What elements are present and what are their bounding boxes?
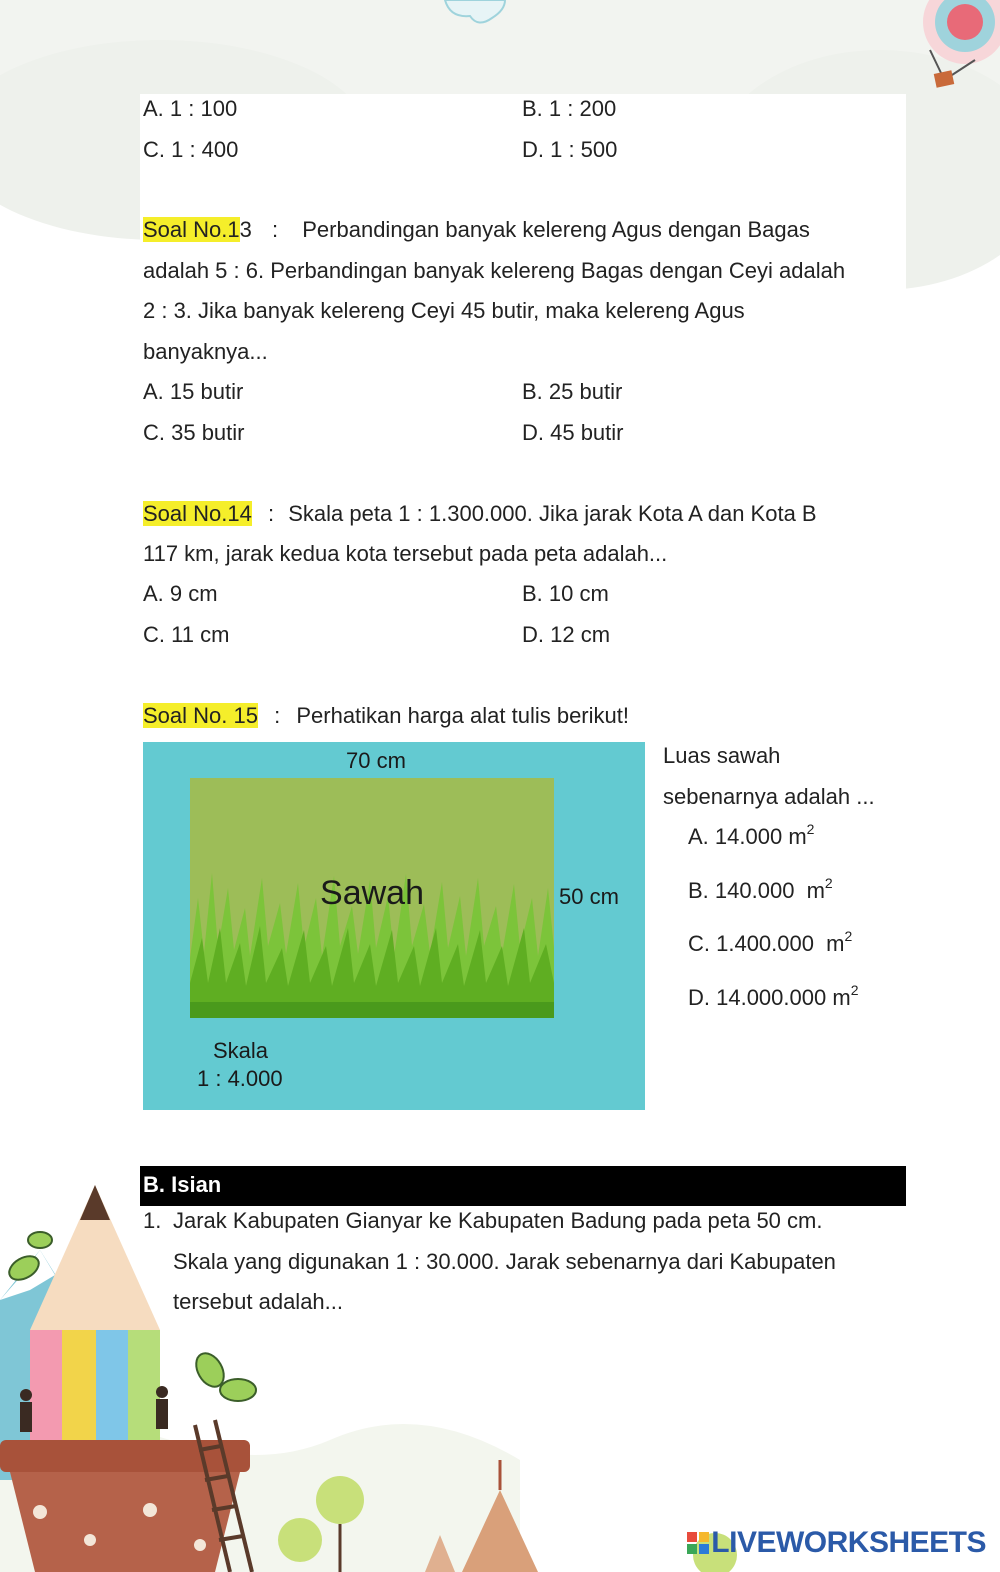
- q15-option-c-unit: [826, 927, 853, 956]
- q13-text-line1: Perbandingan banyak kelereng Agus dengan Bagas: [302, 217, 810, 242]
- q15-option-c-value: C. 1.400.000: [688, 931, 814, 956]
- section-b-title: B. Isian: [143, 1172, 222, 1197]
- unit-m: m: [826, 931, 845, 956]
- q13-question-line1: [143, 216, 810, 244]
- q15-question-line3: sebenarnya adalah ...: [663, 784, 875, 809]
- q13-question-line3: 2 : 3. Jika banyak kelereng Ceyi 45 butir, maka kelereng Agus: [143, 298, 745, 323]
- section-b-header: [140, 1166, 906, 1206]
- q15-text-line1: Perhatikan harga alat tulis berikut!: [296, 703, 629, 728]
- q15-option-a[interactable]: [688, 820, 815, 851]
- q13-question-line2: adalah 5 : 6. Perbandingan banyak kelereng Bagas dengan Ceyi adalah: [143, 258, 846, 283]
- rice-field-figure: [143, 742, 645, 1110]
- q13-question-line4: banyaknya...: [143, 339, 268, 364]
- q14-option-a[interactable]: A. 9 cm: [143, 581, 218, 606]
- q15-option-d[interactable]: [688, 981, 859, 1012]
- q15-option-a-unit: [788, 820, 815, 849]
- q15-option-b-unit: [806, 874, 833, 903]
- q15-option-a-value: A. 14.000: [688, 824, 783, 849]
- liveworksheets-logo[interactable]: [687, 1526, 986, 1560]
- unit-m: m: [788, 824, 807, 849]
- liveworksheets-brand-name: LIVEWORKSHEETS: [711, 1526, 986, 1559]
- field-height-label: 50 cm: [559, 884, 619, 909]
- q12-option-d[interactable]: D. 1 : 500: [522, 137, 618, 162]
- q14-question-line1: [143, 500, 817, 528]
- q15-option-c[interactable]: [688, 927, 853, 958]
- field-width-label: 70 cm: [346, 748, 406, 773]
- q13-option-c[interactable]: C. 35 butir: [143, 420, 245, 445]
- q15-tag: Soal No. 15: [143, 703, 258, 728]
- q14-separator: :: [267, 501, 275, 526]
- isian-q1-line3: tersebut adalah...: [173, 1289, 344, 1314]
- unit-exponent: 2: [850, 981, 859, 998]
- q14-text-line1: Skala peta 1 : 1.300.000. Jika jarak Kota A dan Kota B: [288, 501, 817, 526]
- unit-exponent: 2: [844, 927, 853, 944]
- scale-label: Skala: [213, 1038, 269, 1063]
- unit-exponent: 2: [824, 874, 833, 891]
- unit-m: m: [806, 878, 825, 903]
- q12-option-a[interactable]: A. 1 : 100: [143, 96, 238, 121]
- q15-option-d-unit: [832, 981, 859, 1010]
- q15-option-d-value: D. 14.000.000: [688, 985, 827, 1010]
- q15-separator: :: [274, 703, 281, 728]
- q15-question-line1: [143, 702, 629, 730]
- rice-field: [190, 778, 554, 1018]
- q14-question-line2: 117 km, jarak kedua kota tersebut pada peta adalah...: [143, 541, 668, 566]
- q14-option-c[interactable]: C. 11 cm: [143, 622, 230, 647]
- isian-q1-number: 1.: [143, 1208, 162, 1233]
- q13-option-d[interactable]: D. 45 butir: [522, 420, 624, 445]
- q14-tag: Soal No.14: [143, 501, 252, 526]
- q13-tag-tail: 3: [239, 217, 252, 242]
- q12-option-b[interactable]: B. 1 : 200: [522, 96, 617, 121]
- q15-question-line2: Luas sawah: [663, 743, 781, 768]
- q13-tag: Soal No.1: [143, 217, 240, 242]
- q15-option-b-value: B. 140.000: [688, 878, 795, 903]
- q15-option-b[interactable]: [688, 874, 833, 905]
- unit-exponent: 2: [806, 820, 815, 837]
- isian-q1-line1: Jarak Kabupaten Gianyar ke Kabupaten Badung pada peta 50 cm.: [173, 1208, 823, 1233]
- scale-value: 1 : 4.000: [197, 1066, 283, 1091]
- q13-separator: :: [272, 217, 279, 242]
- liveworksheets-logo-icon: [687, 1532, 709, 1554]
- q13-option-b[interactable]: B. 25 butir: [522, 379, 623, 404]
- q14-option-d[interactable]: D. 12 cm: [522, 622, 611, 647]
- q14-option-b[interactable]: B. 10 cm: [522, 581, 609, 606]
- q12-option-c[interactable]: C. 1 : 400: [143, 137, 239, 162]
- field-label: Sawah: [320, 874, 424, 912]
- unit-m: m: [832, 985, 851, 1010]
- isian-q1-line2: Skala yang digunakan 1 : 30.000. Jarak sebenarnya dari Kabupaten: [173, 1249, 836, 1274]
- q13-option-a[interactable]: A. 15 butir: [143, 379, 244, 404]
